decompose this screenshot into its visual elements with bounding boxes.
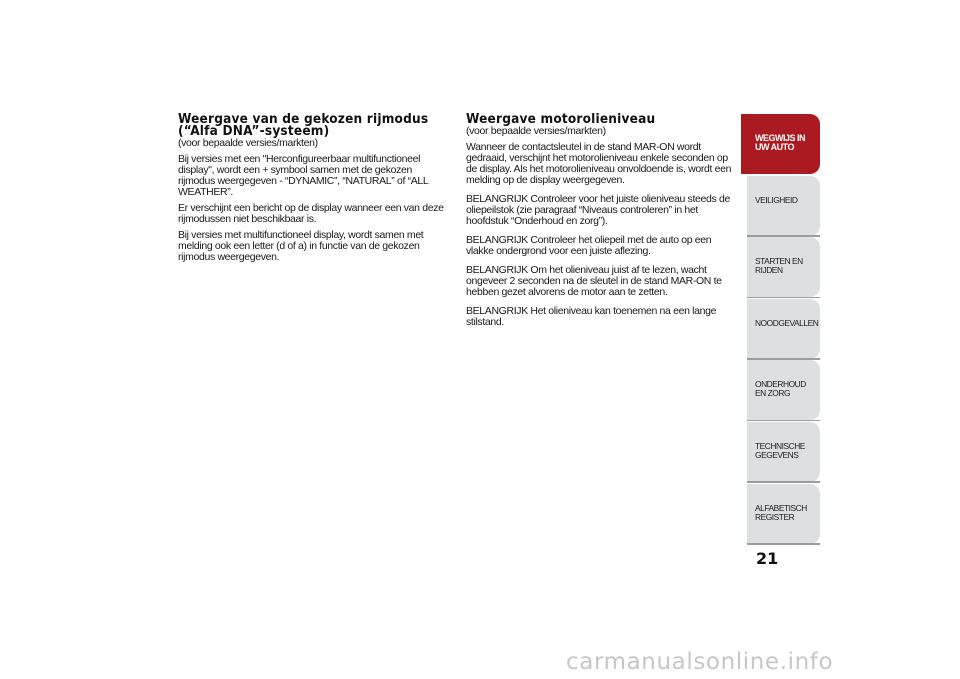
tab-label: ONDERHOUD EN ZORG	[755, 379, 806, 399]
paragraph: Er verschijnt een bericht op de display wanneer een van deze rijmodussen niet beschikbaar is.	[178, 202, 444, 225]
tab-label: WEGWIJS IN UW AUTO	[755, 133, 806, 152]
tab-label: VEILIGHEID	[755, 194, 798, 205]
tab-alfabetisch-register[interactable]	[747, 484, 820, 544]
paragraph: BELANGRIJK Het olieniveau kan toenemen na een lange stilstand.	[466, 305, 717, 328]
paragraph: Wanneer de contactsleutel in de stand MAR-ON wordt gedraaid, verschijnt het motorolieniveau enkele seconden op de display. Als het motorolieniveau onvoldoende is, wordt een melding op de display weergegeven.	[466, 141, 732, 186]
tab-label: NOODGEVALLEN	[755, 317, 819, 328]
tab-veiligheid[interactable]	[747, 176, 820, 236]
tab-technische-gegevens[interactable]	[747, 422, 820, 482]
page-number: 21	[756, 549, 779, 568]
tab-onderhoud-en-zorg[interactable]	[747, 360, 820, 420]
tab-divider	[747, 481, 820, 483]
paragraph: BELANGRIJK Controleer het oliepeil met de auto op een vlakke ondergrond voor een juiste aflezing.	[466, 234, 712, 257]
paragraph: BELANGRIJK Om het olieniveau juist af te lezen, wacht ongeveer 2 seconden na de sleutel in de stand MAR-ON te hebben gezet alvorens de motor aan te zetten.	[466, 264, 722, 298]
section-note: (voor bepaalde versies/markten)	[178, 137, 318, 149]
paragraph: BELANGRIJK Controleer voor het juiste olieniveau steeds de oliepeilstok (zie paragraaf “Niveaus controleren” in het hoofdstuk “Onderhoud en zorg”).	[466, 193, 730, 227]
tab-divider	[747, 297, 820, 299]
tab-starten-en-rijden[interactable]	[747, 237, 820, 297]
left-column	[178, 113, 450, 268]
section-heading-driving-mode: Weergave van de gekozen rijmodus (“Alfa DNA”-systeem)	[178, 111, 429, 139]
right-column	[466, 113, 738, 336]
tab-label: TECHNISCHE GEGEVENS	[755, 440, 805, 460]
tab-noodgevallen[interactable]	[747, 299, 820, 359]
section-heading-oil-level: Weergave motorolieniveau	[466, 111, 656, 127]
paragraph: Bij versies met een "Herconfigureerbaar multifunctioneel display", wordt een + symbool samen met de gekozen rijmodus weergegeven - “DYNAMIC”, “NATURAL” of “ALL WEATHER”.	[178, 153, 428, 198]
tab-label: STARTEN EN RIJDEN	[755, 256, 803, 276]
paragraph: Bij versies met multifunctioneel display, wordt samen met melding ook een letter (d of a) in functie van de gekozen rijmodus weergegeven.	[178, 229, 424, 263]
tab-divider	[747, 543, 820, 545]
watermark: carmanualsonline.info	[566, 649, 834, 675]
chapter-tabs	[747, 114, 820, 545]
tab-label: ALFABETISCH REGISTER	[755, 502, 807, 522]
section-note: (voor bepaalde versies/markten)	[466, 125, 606, 137]
tab-wegwijs-in-uw-auto[interactable]	[747, 114, 820, 174]
